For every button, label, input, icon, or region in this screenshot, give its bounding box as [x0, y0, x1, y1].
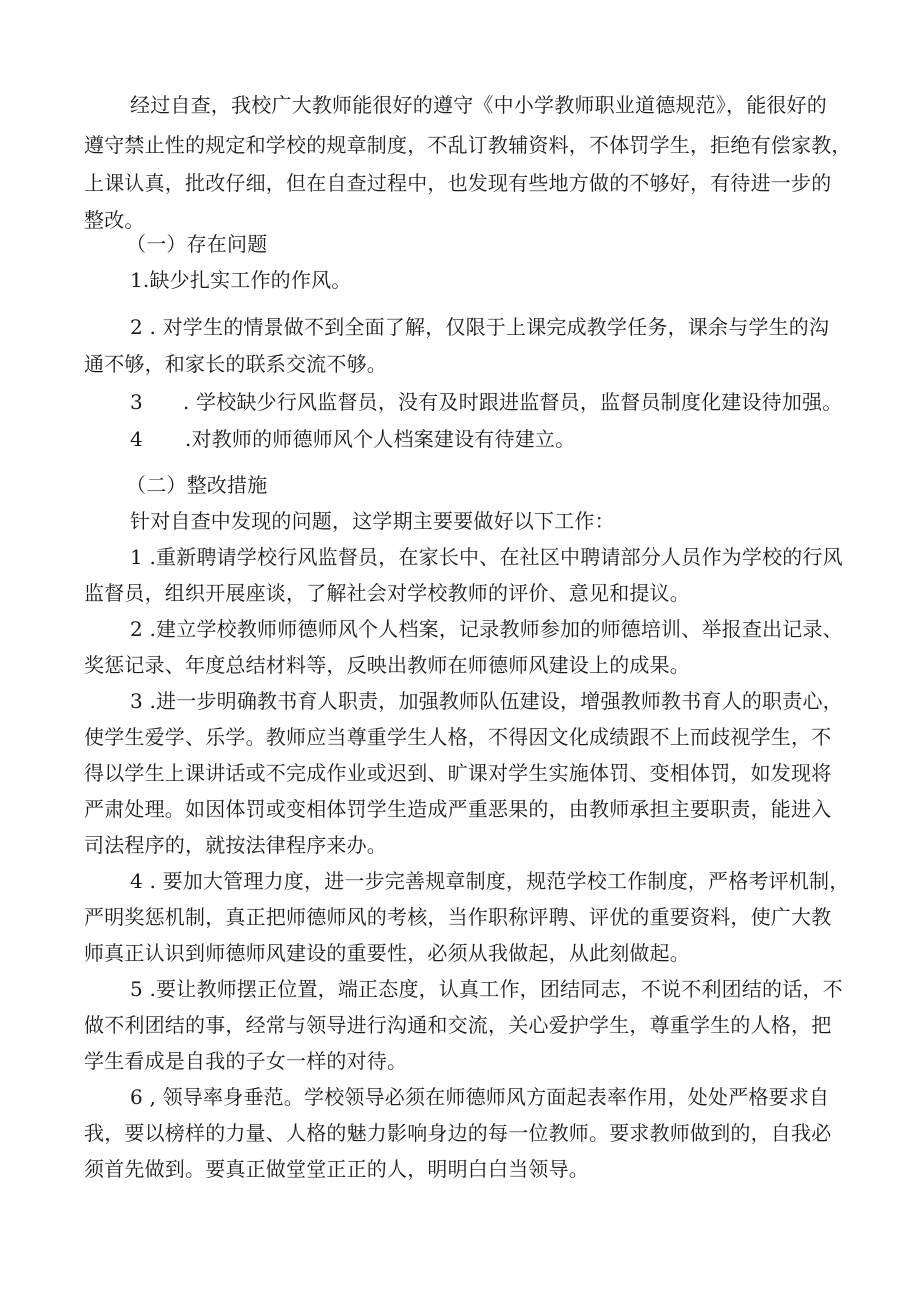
- measure-item-3-cont: 得以学生上课讲话或不完成作业或迟到、旷课对学生实施体罚、变相体罚，如发现将: [84, 761, 832, 785]
- section-heading-problems: （一）存在问题: [126, 232, 268, 256]
- measure-item-1-cont: 监督员，组织开展座谈，了解社会对学校教师的评价、意见和提议。: [84, 581, 690, 605]
- item-number: 2: [130, 617, 143, 641]
- measure-item-3-cont: 司法程序的，就按法律程序来办。: [84, 833, 387, 857]
- item-number: 1.: [130, 268, 150, 292]
- item-number: 4: [130, 869, 143, 893]
- item-text: . 要加大管理力度，进一步完善规章制度，规范学校工作制度，严格考评机制，: [142, 869, 850, 893]
- item-number: 4: [130, 427, 143, 451]
- measure-item-4-cont: 严明奖惩机制，真正把师德师风的考核，当作职称评聘、评优的重要资料，使广大教: [84, 905, 832, 929]
- item-number: 5: [130, 977, 143, 1001]
- problem-item-1: [130, 265, 351, 295]
- measure-item-3-cont: 严肃处理。如因体罚或变相体罚学生造成严重恶果的，由教师承担主要职责，能进入: [84, 797, 832, 821]
- intro-line: 遵守禁止性的规定和学校的规章制度，不乱订教辅资料，不体罚学生，拒绝有偿家教，: [84, 133, 852, 157]
- measure-item-3: [130, 686, 843, 716]
- measure-item-2: [130, 614, 843, 644]
- measure-item-6: [130, 1082, 829, 1112]
- problem-item-2-cont: 通不够，和家长的联系交流不够。: [84, 352, 387, 376]
- measure-item-5: [130, 974, 843, 1004]
- measure-item-5-cont: 做不利团结的事，经常与领导进行沟通和交流，关心爱护学生，尊重学生的人格，把: [84, 1013, 832, 1037]
- item-text: .对教师的师德师风个人档案建设有待建立。: [184, 427, 576, 451]
- item-text: 缺少扎实工作的作风。: [149, 268, 352, 292]
- problem-item-2: [130, 312, 829, 342]
- measure-item-6-cont: 须首先做到。要真正做堂堂正正的人，明明白白当领导。: [84, 1157, 589, 1181]
- item-number: 1: [130, 545, 143, 569]
- item-number: 3: [130, 689, 143, 713]
- item-text: .要让教师摆正位置，端正态度，认真工作，团结同志，不说不利团结的话，不: [142, 977, 843, 1001]
- measure-item-2-cont: 奖惩记录、年度总结材料等，反映出教师在师德师风建设上的成果。: [84, 653, 690, 677]
- problem-item-4: [130, 424, 575, 454]
- item-text: .进一步明确教书育人职责，加强教师队伍建设，增强教师教书育人的职责心，: [142, 689, 843, 713]
- measure-item-4: [130, 866, 849, 896]
- measure-item-3-cont: 使学生爱学、乐学。教师应当尊重学生人格，不得因文化成绩跟不上而歧视学生，不: [84, 725, 832, 749]
- measure-item-5-cont: 学生看成是自我的子女一样的对待。: [84, 1049, 408, 1073]
- item-text: .建立学校教师师德师风个人档案，记录教师参加的师德培训、举报查出记录、: [142, 617, 843, 641]
- measure-item-6-cont: 我，要以榜样的力量、人格的魅力影响身边的每一位教师。要求教师做到的，自我必: [84, 1121, 832, 1145]
- item-text: , 领导率身垂范。学校领导必须在师德师风方面起表率作用，处处严格要求自: [142, 1085, 830, 1109]
- item-text: . 学校缺少行风监督员，没有及时跟进监督员，监督员制度化建设待加强。: [182, 390, 843, 414]
- item-number: 6: [130, 1085, 143, 1109]
- item-text: . 对学生的情景做不到全面了解，仅限于上课完成教学任务，课余与学生的沟: [142, 315, 830, 339]
- item-number: 2: [130, 315, 143, 339]
- measure-item-1: [130, 542, 843, 572]
- measure-item-4-cont: 师真正认识到师德师风建设的重要性，必须从我做起，从此刻做起。: [84, 941, 690, 965]
- intro-line: 经过自查，我校广大教师能很好的遵守《中小学教师职业道德规范》，能很好的: [130, 93, 827, 117]
- problem-item-3: [130, 387, 842, 417]
- measures-lead: 针对自查中发现的问题，这学期主要要做好以下工作：: [130, 509, 615, 533]
- item-number: 3: [130, 390, 143, 414]
- intro-line: 整改。: [84, 208, 145, 232]
- section-heading-measures: （二）整改措施: [126, 473, 268, 497]
- item-text: .重新聘请学校行风监督员，在家长中、在社区中聘请部分人员作为学校的行风: [142, 545, 843, 569]
- intro-line: 上课认真，批改仔细，但在自查过程中，也发现有些地方做的不够好，有待进一步的: [84, 171, 832, 195]
